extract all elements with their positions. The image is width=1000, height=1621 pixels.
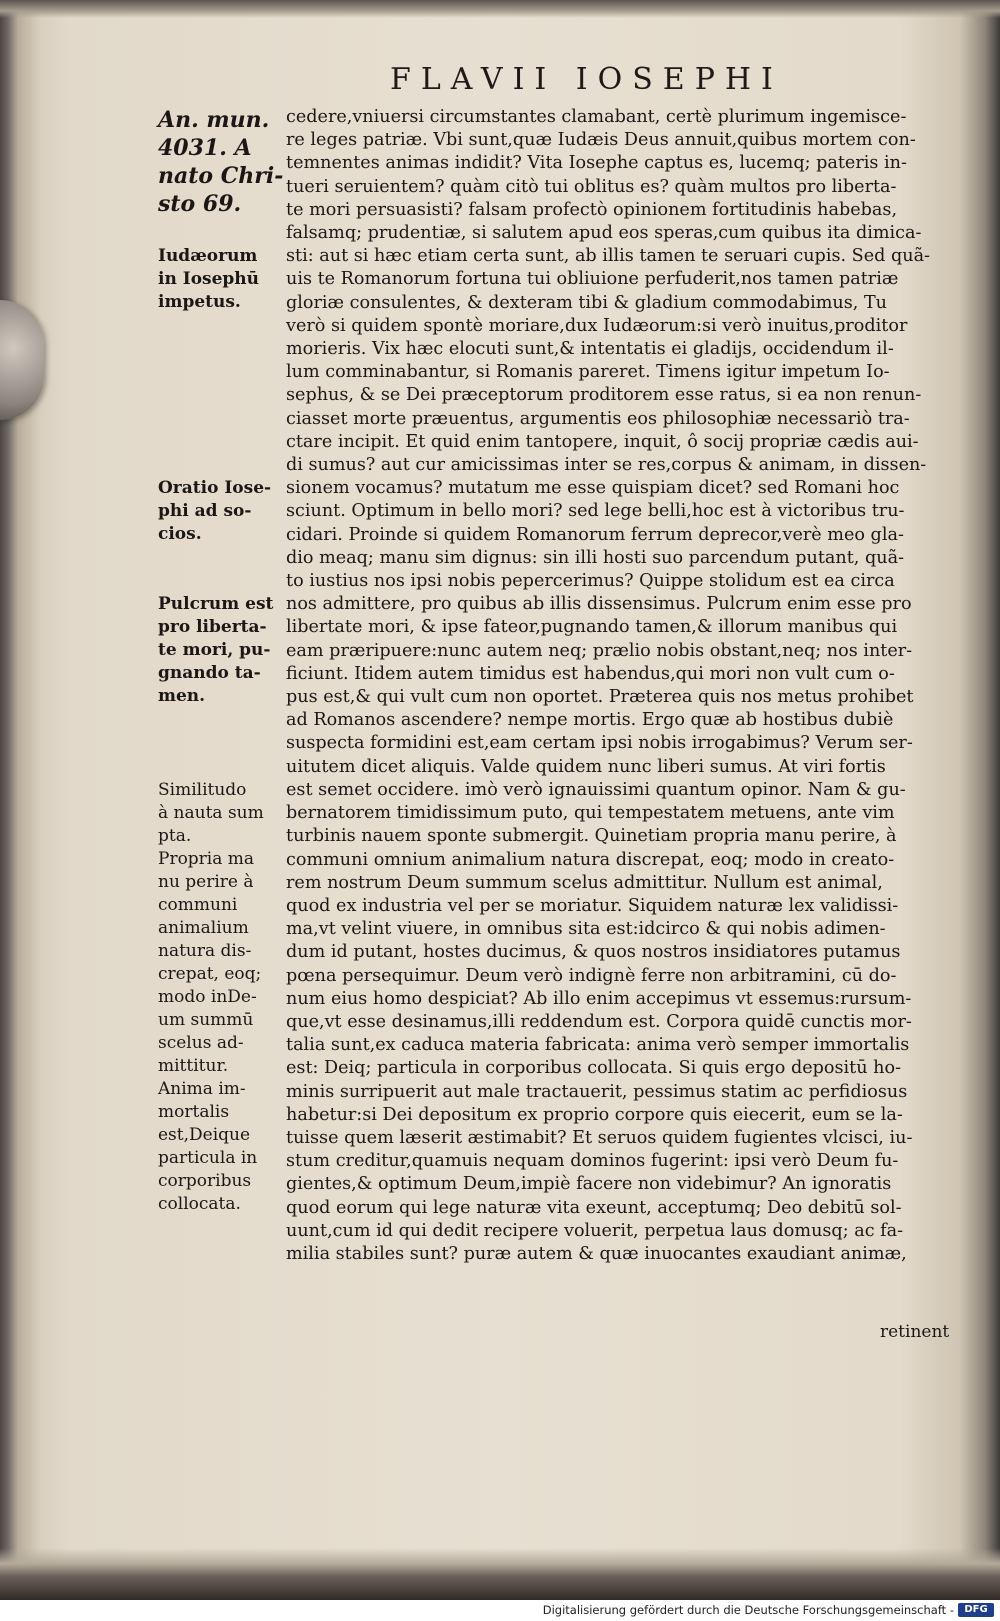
margin-note-line: in Iosephū [158, 269, 260, 290]
text-line: te mori persuasisti? falsam profectò opinionem fortitudinis habebas, [286, 199, 898, 220]
text-line: tuisse quem læserit æstimabit? Et seruos quidem fugientes vlcisci, iu- [286, 1127, 913, 1148]
margin-note-line: men. [158, 686, 206, 707]
margin-note-line: impetus. [158, 292, 241, 313]
margin-note [158, 779, 286, 1216]
text-line: ficiunt. Itidem autem timidus est habendus,qui mori non vult cum o- [286, 663, 895, 684]
margin-note [158, 106, 286, 218]
margin-note-line: mittitur. [158, 1055, 229, 1076]
text-line: ad Romanos ascendere? nempe mortis. Ergo quæ ab hostibus dubiè [286, 710, 894, 731]
text-line: tueri seruientem? quàm citò tui oblitus es? quàm multos pro liberta- [286, 176, 897, 197]
margin-note-line: sto 69. [158, 191, 242, 217]
text-line: sionem vocamus? mutatum me esse quispiam dicet? sed Romani hoc [286, 478, 900, 499]
text-line: re leges patriæ. Vbi sunt,quæ Iudæis Deus annuit,quibus mortem con- [286, 130, 916, 151]
text-line: morieris. Vix hæc elocuti sunt,& intentatis ei gladijs, occidendum il- [286, 339, 894, 360]
margin-note-line: modo inDe- [158, 986, 257, 1007]
margin-note-line: communi [158, 894, 238, 915]
text-line: lum comminabantur, si Romanis pareret. Timens igitur impetum Io- [286, 362, 890, 383]
margin-note-line: Similitudo [158, 779, 247, 800]
margin-note-line: nu perire à [158, 871, 254, 892]
text-line: libertate mori, & ipse fateor,pugnando tamen,& illorum manibus qui [286, 617, 898, 638]
text-line: est: Deiq; particula in corporibus collocata. Si quis ergo depositū ho- [286, 1058, 902, 1079]
text-line: minis surripuerit aut male tractauerit, pessimus statim ac perfidiosus [286, 1081, 908, 1102]
text-line: bernatorem timidissimum puto, qui tempestatem metuens, ante vim [286, 803, 895, 824]
margin-note-line: An. mun. [158, 107, 270, 133]
margin-note-line: scelus ad- [158, 1032, 244, 1053]
text-line: num eius homo despiciat? Ab illo enim accepimus vt essemus:rursum- [286, 988, 912, 1009]
margin-note-line: 4031. A [158, 135, 252, 161]
text-line: sti: aut si hæc etiam certa sunt, ab illis tamen te seruari cupis. Sed quã- [286, 246, 931, 267]
text-line: ctare incipit. Et quid enim tantopere, inquit, ô socij propriæ cædis aui- [286, 431, 919, 452]
running-header: FLAVII IOSEPHI [390, 62, 783, 97]
text-line: talia sunt,ex caduca materia fabricata: anima verò semper immortalis [286, 1035, 910, 1056]
text-line: uitutem dicet aliquis. Valde quidem nunc liberi sumus. At viri fortis [286, 756, 886, 777]
text-line: uunt,cum id qui dedit recipere voluerit, perpetua laus domusq; ac fa- [286, 1220, 904, 1241]
margin-note-line: nato Chri- [158, 163, 284, 189]
margin-note-line: mortalis [158, 1101, 230, 1122]
text-line: dum id putant, hostes ducimus, & quos nostros insidiatores putamus [286, 942, 901, 963]
text-line: gloriæ consulentes, & dexteram tibi & gladium commodabimus, Tu [286, 292, 888, 313]
text-line: pœna persequimur. Deum verò indignè ferre non arbitramini, cū do- [286, 965, 897, 986]
margin-note-line: Propria ma [158, 848, 255, 869]
text-line: temnentes animas indidit? Vita Iosephe captus es, lucemq; pateris in- [286, 153, 907, 174]
text-line: ma,vt velint viuere, in omnibus sita est:idcirco & qui nobis adimen- [286, 919, 886, 940]
margin-note-line: pro liberta- [158, 617, 267, 638]
text-line: stum creditur,quamuis nequam dominos fugerint: ipsi verò Deum fu- [286, 1151, 899, 1172]
text-line: que,vt esse desinamus,illi reddendum est. Corpora quidē cunctis mor- [286, 1011, 912, 1032]
margin-note-line: um summū [158, 1009, 254, 1030]
text-line: verò si quidem spontè moriare,dux Iudæorum:si verò inuitus,proditor [286, 315, 908, 336]
text-line: rem nostrum Deum summum scelus admittitur. Nullum est animal, [286, 872, 883, 893]
margin-note [158, 477, 286, 546]
text-line: to iustius nos ipsi nobis pepercerimus? Quippe stolidum est ea circa [286, 571, 895, 592]
text-line: milia stabiles sunt? puræ autem & quæ inuocantes exaudiant animæ, [286, 1243, 907, 1264]
margin-note-line: collocata. [158, 1193, 241, 1214]
margin-note-line: Iudæorum [158, 246, 258, 267]
margin-note-line: pta. [158, 825, 192, 846]
margin-note [158, 245, 286, 314]
catchword: retinent [880, 1322, 950, 1342]
text-line: gientes,& optimum Deum,impiè facere non videbimur? An ignoratis [286, 1174, 892, 1195]
text-line: sephus, & se Dei præceptorum proditorem esse ratus, si ea non renun- [286, 385, 922, 406]
text-line: est semet occidere. imò verò ignauissimi quantum opinor. Nam & gu- [286, 779, 906, 800]
text-line: falsamq; prudentiæ, si salutem apud eos speras,cum quibus ita dimica- [286, 223, 922, 244]
text-line: cidari. Proinde si quidem Romanorum ferrum deprecor,verè meo gla- [286, 524, 904, 545]
text-line: pus est,& qui vult cum non oportet. Præterea quis nos metus prohibet [286, 687, 914, 708]
dfg-logo: DFG [958, 1603, 994, 1617]
text-line: suspecta formidini est,eam certam ipsi nobis irrogabimus? Verum ser- [286, 733, 913, 754]
body-text [286, 106, 954, 1266]
text-line: communi omnium animalium natura discrepat, eoq; modo in creato- [286, 849, 895, 870]
text-line: dio meaq; manu sim dignus: sin illi hosti suo parcendum putant, quã- [286, 547, 905, 568]
text-line: quod eorum qui lege naturæ vita exeunt, acceptumq; Deo debitū sol- [286, 1197, 902, 1218]
text-line: di sumus? aut cur amicissimas inter se res,corpus & animam, in dissen- [286, 455, 927, 476]
margin-note-line: est,Deique [158, 1124, 251, 1145]
text-line: habetur:si Dei depositum ex proprio corpore quis eiecerit, eum se la- [286, 1104, 903, 1125]
text-line: turbinis nauem sponte submergit. Quinetiam propria manu perire, à [286, 826, 897, 847]
margin-note-line: gnando ta- [158, 663, 261, 684]
margin-note-line: phi ad so- [158, 501, 252, 522]
footer-credit: Digitalisierung gefördert durch die Deutsche Forschungsgemeinschaft - [542, 1603, 954, 1617]
margin-note [158, 593, 286, 708]
page-top-edge [0, 0, 1000, 18]
page-bottom-edge [0, 1548, 1000, 1600]
margin-note-line: te mori, pu- [158, 640, 271, 661]
text-line: eam præripuere:nunc autem neq; prælio nobis obstant,neq; nos inter- [286, 640, 913, 661]
margin-note-line: Anima im- [158, 1078, 246, 1099]
margin-note-line: particula in [158, 1147, 258, 1168]
text-line: nos admittere, pro quibus ab illis dissensimus. Pulcrum enim esse pro [286, 594, 912, 615]
margin-note-line: animalium [158, 917, 249, 938]
margin-note-line: à nauta sum [158, 802, 264, 823]
text-line: uis te Romanorum fortuna tui obliuione perfuderit,nos tamen patriæ [286, 269, 899, 290]
margin-note-line: crepat, eoq; [158, 963, 262, 984]
margin-note-line: Oratio Iose- [158, 478, 272, 499]
text-line: ciasset morte præuentus, argumentis eos philosophiæ necessariò tra- [286, 408, 910, 429]
footer-bar [0, 1600, 1000, 1621]
margin-note-line: cios. [158, 524, 202, 545]
margin-note-line: natura dis- [158, 940, 252, 961]
margin-note-line: corporibus [158, 1170, 252, 1191]
margin-note-line: Pulcrum est [158, 594, 274, 615]
text-line: quod ex industria vel per se moriatur. Siquidem naturæ lex validissi- [286, 895, 899, 916]
text-line: cedere,vniuersi circumstantes clamabant, certè plurimum ingemisce- [286, 107, 907, 127]
text-line: sciunt. Optimum in bello mori? sed lege belli,hoc est à victoribus tru- [286, 501, 905, 522]
